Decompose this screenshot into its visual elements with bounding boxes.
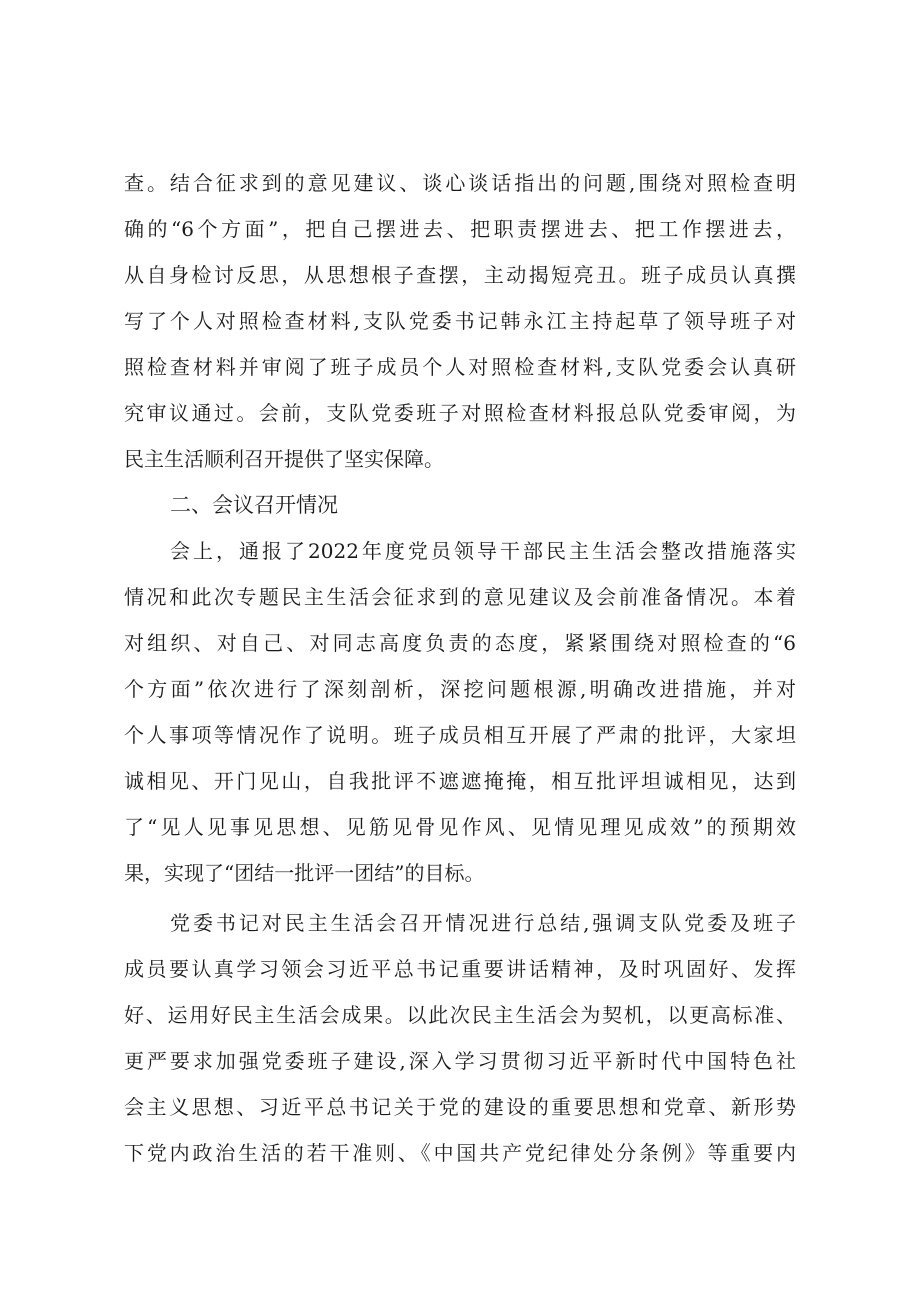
text-line: 好、运用好民主生活会成果。以此次民主生活会为契机，以更高标准、 <box>124 1003 796 1027</box>
text-line: 更严要求加强党委班子建设,深入学习贯彻习近平新时代中国特色社 <box>124 1049 796 1073</box>
text-line: 诚相见、开门见山，自我批评不遮遮掩掩，相互批评坦诚相见，达到 <box>124 769 796 793</box>
paragraph-summary <box>124 900 796 1176</box>
text-line: 确的“6个方面”，把自己摆进去、把职责摆进去、把工作摆进去， <box>124 217 796 241</box>
text-line: 会主义思想、习近平总书记关于党的建设的重要思想和党章、新形势 <box>124 1095 796 1119</box>
text-line: 会上，通报了2022年度党员领导干部民主生活会整改措施落实 <box>170 539 796 563</box>
text-line: 从自身检讨反思，从思想根子查摆，主动揭短亮丑。班子成员认真撰 <box>124 263 796 287</box>
text-line: 成员要认真学习领会习近平总书记重要讲话精神，及时巩固好、发挥 <box>124 957 796 981</box>
text-line: 写了个人对照检查材料,支队党委书记韩永江主持起草了领导班子对 <box>124 309 796 333</box>
text-line: 照检查材料并审阅了班子成员个人对照检查材料,支队党委会认真研 <box>124 355 796 379</box>
text-line: 党委书记对民主生活会召开情况进行总结,强调支队党委及班子 <box>170 911 796 935</box>
text-line: 对组织、对自己、对同志高度负责的态度，紧紧围绕对照检查的“6 <box>124 631 796 655</box>
text-line: 果，实现了“团结一批评一团结”的目标。 <box>124 861 485 885</box>
text-line: 个人事项等情况作了说明。班子成员相互开展了严肃的批评，大家坦 <box>124 723 796 747</box>
text-line: 究审议通过。会前，支队党委班子对照检查材料报总队党委审阅，为 <box>124 401 796 425</box>
text-line: 下党内政治生活的若干准则、《中国共产党纪律处分条例》等重要内 <box>124 1141 796 1165</box>
text-line: 情况和此次专题民主生活会征求到的意见建议及会前准备情况。本着 <box>124 585 796 609</box>
text-line: 了“见人见事见思想、见筋见骨见作风、见情见理见成效”的预期效 <box>124 815 796 839</box>
text-line: 个方面”依次进行了深刻剖析，深挖问题根源,明确改进措施，并对 <box>124 677 796 701</box>
document-body <box>124 160 796 1176</box>
paragraph-continuation <box>124 160 796 482</box>
paragraph-meeting <box>124 528 796 896</box>
text-line: 查。结合征求到的意见建议、谈心谈话指出的问题,围绕对照检查明 <box>124 171 796 195</box>
section-heading: 二、会议召开情况 <box>170 493 338 517</box>
text-line: 民主生活顺利召开提供了坚实保障。 <box>124 447 444 471</box>
